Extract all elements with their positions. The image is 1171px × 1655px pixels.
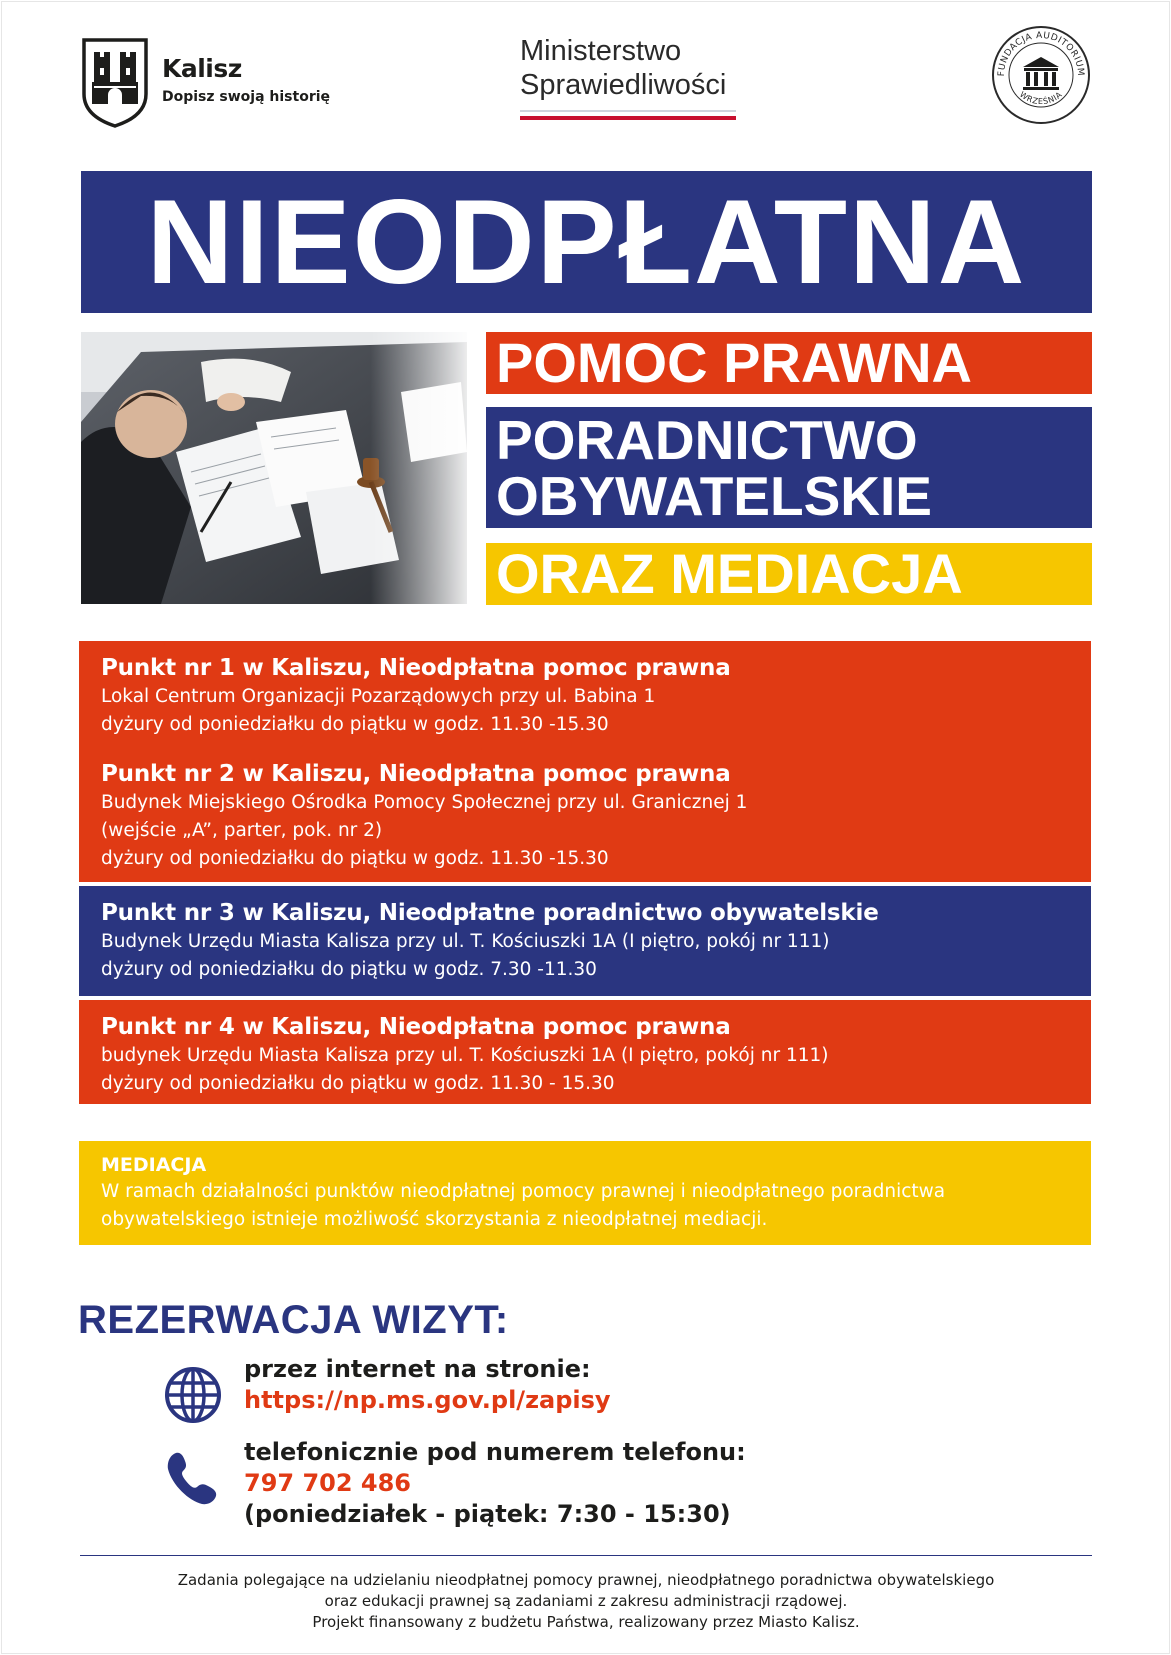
seal-top-text: FUNDACJA AUDITORIUM	[996, 30, 1086, 77]
point-hours: dyżury od poniedziałku do piątku w godz. 7.30 -11.30	[101, 959, 597, 980]
castle-shield-icon	[80, 36, 150, 128]
point-4	[79, 1000, 1091, 1104]
point-address: budynek Urzędu Miasta Kalisza przy ul. T. Kościuszki 1A (I piętro, pokój nr 111)	[101, 1045, 829, 1066]
footer-divider	[80, 1555, 1092, 1556]
reservation-phone	[162, 1437, 746, 1529]
stripe-civic-advice-line-1: PORADNICTWO	[496, 409, 918, 471]
point-address: Budynek Miejskiego Ośrodka Pomocy Społecznej przy ul. Granicznej 1	[101, 792, 748, 813]
columns-seal-icon	[1023, 57, 1059, 90]
phone-label: telefonicznie pod numerem telefonu:	[244, 1438, 746, 1466]
point-address: Budynek Urzędu Miasta Kalisza przy ul. T. Kościuszki 1A (I piętro, pokój nr 111)	[101, 931, 830, 952]
web-link[interactable]: https://np.ms.gov.pl/zapisy	[244, 1386, 611, 1414]
stripe-mediation: ORAZ MEDIACJA	[486, 543, 1092, 605]
seal-bottom-text: WRZEŚNIA	[1017, 89, 1065, 107]
phone-number[interactable]: 797 702 486	[244, 1469, 412, 1497]
point-heading: Punkt nr 4 w Kaliszu, Nieodpłatna pomoc prawna	[101, 1014, 731, 1040]
point-heading: Punkt nr 1 w Kaliszu, Nieodpłatna pomoc prawna	[101, 655, 731, 681]
point-heading: Punkt nr 2 w Kaliszu, Nieodpłatna pomoc prawna	[101, 761, 731, 787]
point-address: Lokal Centrum Organizacji Pozarządowych przy ul. Babina 1	[101, 686, 656, 707]
point-3	[79, 886, 1091, 996]
point-address-detail: (wejście „A”, parter, pok. nr 2)	[101, 820, 383, 841]
point-1	[101, 653, 1069, 739]
mediation-heading: MEDIACJA	[101, 1154, 207, 1176]
mediation-panel	[79, 1141, 1091, 1245]
globe-icon	[162, 1364, 224, 1426]
footer-line-2: oraz edukacji prawnej są zadaniami z zakresu administracji rządowej.	[324, 1592, 848, 1610]
mediation-text-1: W ramach działalności punktów nieodpłatnej pomocy prawnej i nieodpłatnego poradnictwa	[101, 1181, 946, 1202]
title-banner	[81, 171, 1092, 313]
point-hours: dyżury od poniedziałku do piątku w godz. 11.30 - 15.30	[101, 1073, 615, 1094]
points-1-2-panel	[79, 641, 1091, 882]
ministry-line-1: Ministerstwo	[520, 35, 682, 67]
stripe-legal-aid: POMOC PRAWNA	[486, 332, 1092, 394]
foundation-seal	[990, 24, 1092, 126]
point-heading: Punkt nr 3 w Kaliszu, Nieodpłatne poradnictwo obywatelskie	[101, 900, 879, 926]
footer	[80, 1570, 1092, 1633]
point-2	[101, 759, 1069, 873]
legal-meeting-photo	[81, 332, 467, 604]
kalisz-name: Kalisz	[162, 53, 242, 83]
ministry-line-2: Sprawiedliwości	[520, 69, 727, 101]
page-title: NIEODPŁATNA	[146, 175, 1027, 309]
mediation-text-2: obywatelskiego istnieje możliwość skorzystania z nieodpłatnej mediacji.	[101, 1209, 768, 1230]
phone-icon	[162, 1447, 224, 1509]
footer-line-3: Projekt finansowany z budżetu Państwa, realizowany przez Miasto Kalisz.	[312, 1613, 860, 1631]
point-hours: dyżury od poniedziałku do piątku w godz. 11.30 -15.30	[101, 848, 609, 869]
web-label: przez internet na stronie:	[244, 1355, 591, 1383]
point-hours: dyżury od poniedziałku do piątku w godz. 11.30 -15.30	[101, 714, 609, 735]
phone-hours: (poniedziałek - piątek: 7:30 - 15:30)	[244, 1500, 731, 1528]
kalisz-logo	[80, 36, 330, 128]
kalisz-tagline: Dopisz swoją historię	[162, 88, 331, 105]
reservation-web	[162, 1354, 611, 1426]
footer-line-1: Zadania polegające na udzielaniu nieodpłatnej pomocy prawnej, nieodpłatnego poradnictwa obywatelskiego	[177, 1571, 995, 1589]
reservation-title: REZERWACJA WIZYT:	[78, 1298, 509, 1342]
ministry-logo	[520, 34, 740, 120]
stripe-civic-advice-line-2: OBYWATELSKIE	[496, 465, 932, 527]
stripe-civic-advice	[486, 407, 1092, 528]
flag-bar	[520, 110, 736, 120]
